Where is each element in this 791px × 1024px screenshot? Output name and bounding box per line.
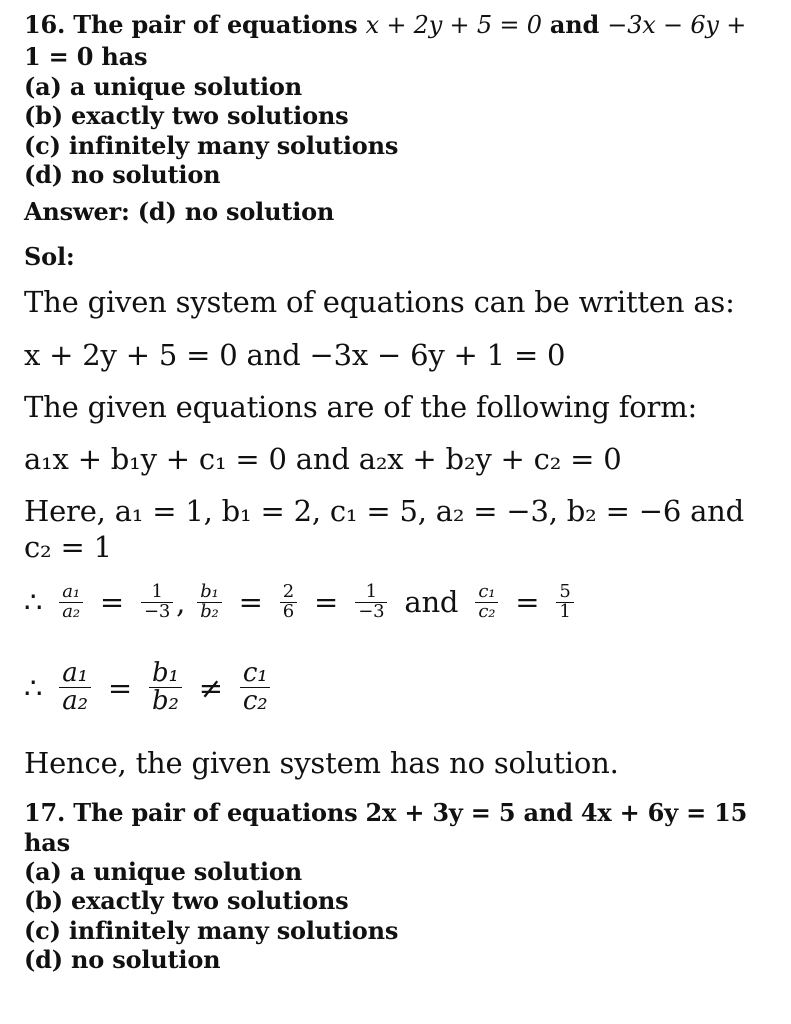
q16-option-c: (c) infinitely many solutions — [24, 131, 399, 160]
frac-c1-c2: $\frac{\text{c₁}}{\text{c₂}}$ — [475, 583, 498, 622]
sol-line-6: c₂ = 1 — [24, 530, 112, 564]
therefore-symbol: ∴ — [24, 585, 43, 620]
frac-2-6: $\frac{2}{6}$ — [280, 583, 297, 622]
q16-option-b: (b) exactly two solutions — [24, 101, 349, 130]
frac-1-neg3: $\frac{1}{-3}$ — [141, 583, 173, 622]
q17-stem-line1: 17. The pair of equations 2x + 3y = 5 and 4x + 6y = 15 — [24, 798, 748, 827]
ratio-line: ∴ $\frac{\text{a₁}}{\text{a₂}}$ = $\frac{1}{-3}$ , $\frac{\text{b₁}}{\text{b₂}}$ = $\frac{2}{6}$ = $\frac{1}{-3}$ and $\frac{\text{c₁}}{\text{c₂}}$ = $\frac{5}{1}$ — [24, 583, 577, 622]
frac-1-neg3-b: $\frac{1}{-3}$ — [355, 583, 387, 622]
comparison-line: ∴ $\frac{\text{a₁}}{\text{a₂}}$ = $\frac{\text{b₁}}{\text{b₂}}$ ≠ $\frac{\text{c₁}}{\text{c₂}}$ — [24, 660, 273, 716]
conclusion: Hence, the given system has no solution. — [24, 746, 619, 780]
q17-option-d: (d) no solution — [24, 945, 221, 974]
q16-stem-line2: 1 = 0 has — [24, 42, 148, 71]
therefore-symbol-2: ∴ — [24, 670, 43, 705]
sol-line-5: Here, a₁ = 1, b₁ = 2, c₁ = 5, a₂ = −3, b₂ = −6 and — [24, 494, 745, 528]
sol-line-2: x + 2y + 5 = 0 and −3x − 6y + 1 = 0 — [24, 338, 566, 372]
frac-a1-a2: $\frac{\text{a₁}}{\text{a₂}}$ — [59, 583, 83, 622]
q17-option-c: (c) infinitely many solutions — [24, 916, 399, 945]
q17-option-b: (b) exactly two solutions — [24, 886, 349, 915]
frac-c1-c2-big: $\frac{\text{c₁}}{\text{c₂}}$ — [240, 660, 271, 716]
sol-line-1: The given system of equations can be written as: — [24, 285, 735, 319]
sol-line-4: a₁x + b₁y + c₁ = 0 and a₂x + b₂y + c₂ = 0 — [24, 442, 622, 476]
q16-stem-line1: 16. The pair of equations x + 2y + 5 = 0 and −3x − 6y + — [24, 10, 747, 39]
q16-answer: Answer: (d) no solution — [24, 197, 335, 226]
frac-b1-b2: $\frac{\text{b₁}}{\text{b₂}}$ — [197, 583, 221, 622]
q17-option-a: (a) a unique solution — [24, 857, 302, 886]
sol-label: Sol: — [24, 242, 75, 271]
q16-option-a: (a) a unique solution — [24, 72, 302, 101]
frac-5-1: $\frac{5}{1}$ — [556, 583, 573, 622]
frac-a1-a2-big: $\frac{\text{a₁}}{\text{a₂}}$ — [59, 660, 91, 716]
sol-line-3: The given equations are of the following form: — [24, 390, 698, 424]
q16-option-d: (d) no solution — [24, 160, 221, 189]
q17-stem-line2: has — [24, 828, 70, 857]
frac-b1-b2-big: $\frac{\text{b₁}}{\text{b₂}}$ — [149, 660, 182, 716]
